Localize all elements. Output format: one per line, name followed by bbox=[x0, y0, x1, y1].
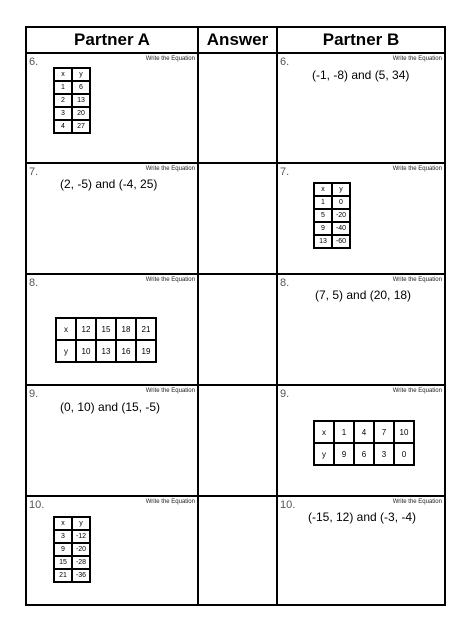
problem-number: 8. bbox=[29, 277, 39, 289]
problem-number: 6. bbox=[29, 56, 39, 68]
table-cell: 0 bbox=[332, 196, 350, 209]
table-cell: 12 bbox=[76, 318, 96, 340]
write-the-equation-label: Write the Equation bbox=[145, 166, 195, 172]
write-the-equation-label: Write the Equation bbox=[145, 277, 195, 283]
write-the-equation-label: Write the Equation bbox=[145, 388, 195, 394]
problem-number: 7. bbox=[280, 166, 290, 178]
table-cell: -28 bbox=[72, 556, 90, 569]
write-the-equation-label: Write the Equation bbox=[145, 56, 195, 62]
problem-number: 8. bbox=[280, 277, 290, 289]
table-cell: 1 bbox=[334, 421, 354, 443]
write-the-equation-label: Write the Equation bbox=[392, 166, 442, 172]
problem-number: 7. bbox=[29, 166, 39, 178]
point-pair: (-1, -8) and (5, 34) bbox=[312, 68, 410, 82]
table-header-x: x bbox=[56, 318, 76, 340]
table-cell: 20 bbox=[72, 107, 90, 120]
problem-7-partner-b bbox=[278, 164, 444, 273]
table-cell: 4 bbox=[54, 120, 72, 133]
worksheet-grid bbox=[25, 26, 446, 606]
table-cell: 3 bbox=[374, 443, 394, 465]
header-answer: Answer bbox=[199, 28, 276, 54]
point-pair: (2, -5) and (-4, 25) bbox=[60, 177, 158, 191]
horizontal-xy-table bbox=[55, 317, 157, 363]
table-cell: -20 bbox=[332, 209, 350, 222]
table-cell: 21 bbox=[136, 318, 156, 340]
table-cell: 1 bbox=[314, 196, 332, 209]
table-cell: 9 bbox=[314, 222, 332, 235]
table-cell: 2 bbox=[54, 94, 72, 107]
xy-table bbox=[53, 516, 91, 583]
problem-10-partner-b bbox=[278, 497, 444, 604]
table-header-x: x bbox=[314, 183, 332, 196]
table-cell: 10 bbox=[394, 421, 414, 443]
table-cell: 5 bbox=[314, 209, 332, 222]
xy-table bbox=[313, 182, 351, 249]
problem-number: 6. bbox=[280, 56, 290, 68]
table-cell: 15 bbox=[96, 318, 116, 340]
table-cell: 3 bbox=[54, 530, 72, 543]
problem-9-partner-b bbox=[278, 386, 444, 495]
table-cell: 9 bbox=[54, 543, 72, 556]
write-the-equation-label: Write the Equation bbox=[392, 56, 442, 62]
table-header-y: y bbox=[332, 183, 350, 196]
table-cell: 18 bbox=[116, 318, 136, 340]
table-header-y: y bbox=[72, 68, 90, 81]
table-cell: 19 bbox=[136, 340, 156, 362]
table-cell: 3 bbox=[54, 107, 72, 120]
table-header-x: x bbox=[54, 68, 72, 81]
problem-7-partner-a bbox=[27, 164, 197, 273]
table-cell: -20 bbox=[72, 543, 90, 556]
point-pair: (-15, 12) and (-3, -4) bbox=[308, 510, 417, 524]
table-cell: -60 bbox=[332, 235, 350, 248]
column-divider bbox=[197, 28, 199, 604]
table-cell: 7 bbox=[374, 421, 394, 443]
header-partner-b: Partner B bbox=[278, 28, 444, 54]
table-cell: 16 bbox=[116, 340, 136, 362]
write-the-equation-label: Write the Equation bbox=[392, 499, 442, 505]
table-cell: 0 bbox=[394, 443, 414, 465]
table-cell: -36 bbox=[72, 569, 90, 582]
write-the-equation-label: Write the Equation bbox=[392, 388, 442, 394]
table-header-x: x bbox=[314, 421, 334, 443]
table-cell: 1 bbox=[54, 81, 72, 94]
table-cell: 13 bbox=[314, 235, 332, 248]
problem-number: 9. bbox=[29, 388, 39, 400]
write-the-equation-label: Write the Equation bbox=[145, 499, 195, 505]
table-cell: 21 bbox=[54, 569, 72, 582]
point-pair: (0, 10) and (15, -5) bbox=[60, 400, 161, 414]
table-cell: 27 bbox=[72, 120, 90, 133]
table-header-y: y bbox=[72, 517, 90, 530]
table-cell: 13 bbox=[72, 94, 90, 107]
xy-table bbox=[53, 67, 91, 134]
problem-number: 10. bbox=[280, 499, 296, 511]
problem-6-partner-a bbox=[27, 54, 197, 162]
point-pair: (7, 5) and (20, 18) bbox=[315, 288, 412, 302]
table-cell: 6 bbox=[354, 443, 374, 465]
table-cell: 15 bbox=[54, 556, 72, 569]
problem-10-partner-a bbox=[27, 497, 197, 604]
table-cell: -40 bbox=[332, 222, 350, 235]
table-cell: 4 bbox=[354, 421, 374, 443]
problem-8-partner-b bbox=[278, 275, 444, 384]
horizontal-xy-table bbox=[313, 420, 415, 466]
table-cell: 9 bbox=[334, 443, 354, 465]
problem-6-partner-b bbox=[278, 54, 444, 162]
table-header-x: x bbox=[54, 517, 72, 530]
problem-8-partner-a bbox=[27, 275, 197, 384]
table-cell: -12 bbox=[72, 530, 90, 543]
table-header-y: y bbox=[314, 443, 334, 465]
problem-9-partner-a bbox=[27, 386, 197, 495]
problem-number: 9. bbox=[280, 388, 290, 400]
table-cell: 13 bbox=[96, 340, 116, 362]
header-partner-a: Partner A bbox=[27, 28, 197, 54]
table-cell: 10 bbox=[76, 340, 96, 362]
table-cell: 6 bbox=[72, 81, 90, 94]
problem-number: 10. bbox=[29, 499, 45, 511]
write-the-equation-label: Write the Equation bbox=[392, 277, 442, 283]
table-header-y: y bbox=[56, 340, 76, 362]
